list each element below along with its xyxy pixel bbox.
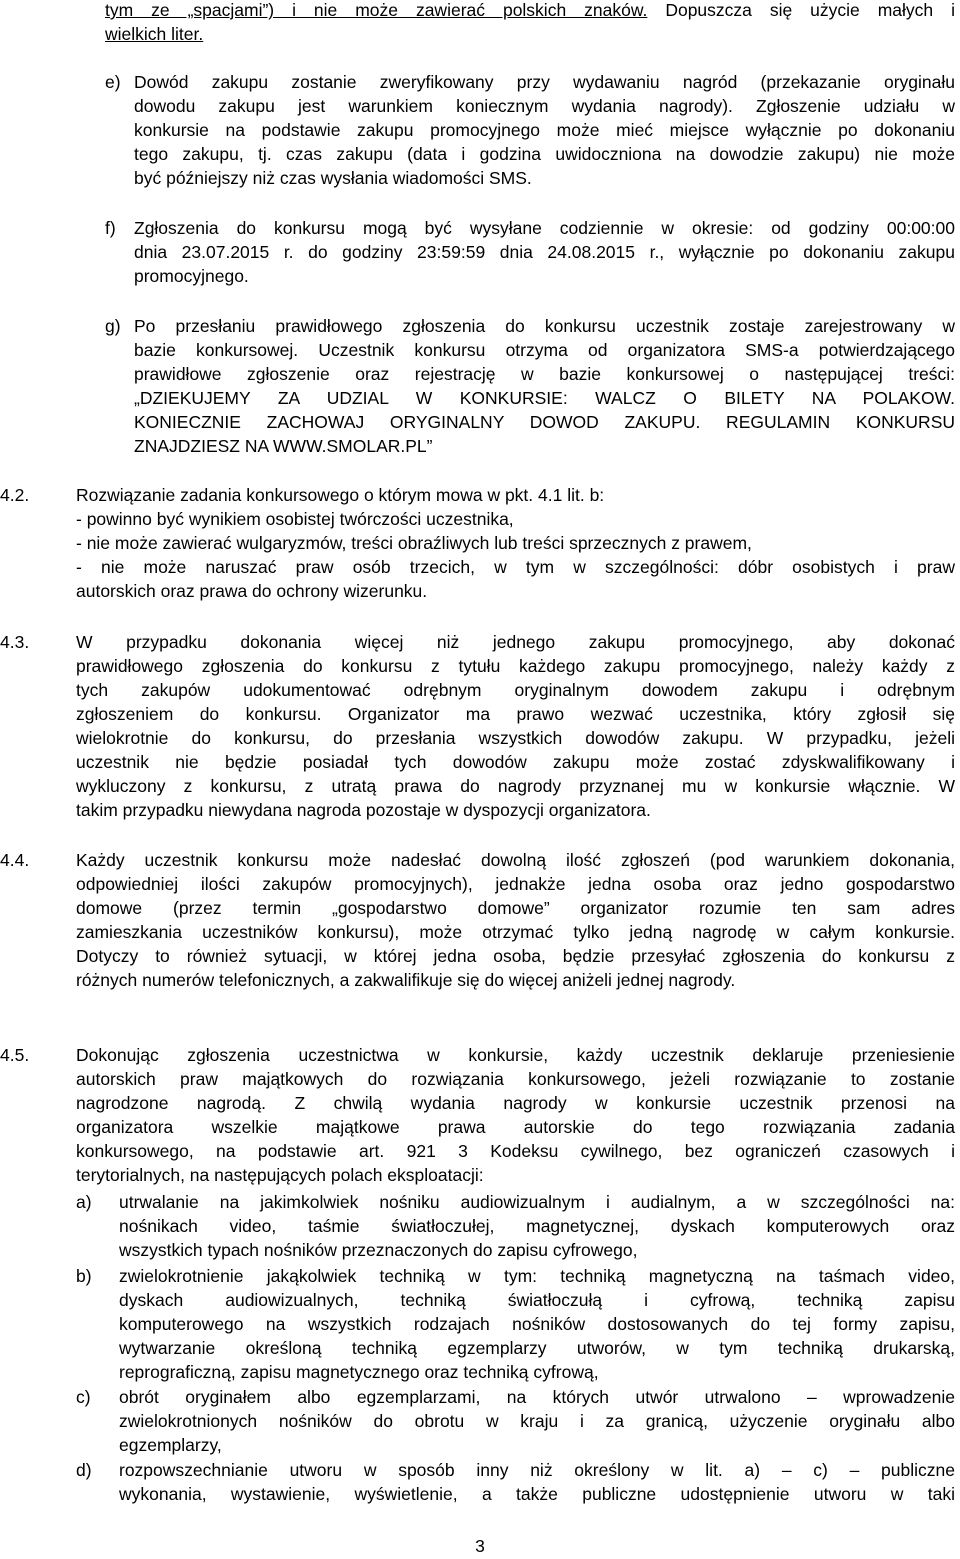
- section-line: prawidłowego zgłoszenia do konkursu z tytułu każdego zakupu promocyjnego, należy każdy z: [76, 656, 955, 676]
- field-line: wytwarzanie określoną techniką egzemplarzy utworów, w tym techniką drukarską,: [119, 1338, 955, 1358]
- field-line: dyskach audiowizualnych, techniką światłoczułą i cyfrową, techniką zapisu: [119, 1290, 955, 1310]
- section-line: W przypadku dokonania więcej niż jednego zakupu promocyjnego, aby dokonać: [76, 632, 955, 652]
- field-line: utrwalanie na jakimkolwiek nośniku audiowizualnym i audialnym, a w szczególności na:: [119, 1192, 955, 1212]
- item-line: dowodu zakupu jest warunkiem koniecznym wydania nagrody). Zgłoszenie udziału w: [134, 96, 955, 116]
- section-line: takim przypadku niewydana nagroda pozostaje w dyspozycji organizatora.: [76, 800, 651, 820]
- field-line: nośnikach video, taśmie światłoczułej, magnetycznej, dyskach komputerowych oraz: [119, 1216, 955, 1236]
- item-line: bazie konkursowej. Uczestnik konkursu otrzyma od organizatora SMS-a potwierdzającego: [134, 340, 955, 360]
- section-line: uczestnik nie będzie posiadał tych dowodów zakupu może zostać zdyskwalifikowany i: [76, 752, 955, 772]
- section-line: wykluczony z konkursu, z utratą prawa do nagrody przyznanej mu w konkursie włącznie. W: [76, 776, 955, 796]
- item-line: dnia 23.07.2015 r. do godziny 23:59:59 dnia 24.08.2015 r., wyłącznie po dokonaniu zakupu: [134, 242, 955, 262]
- intro-line: wielkich liter.: [105, 24, 204, 44]
- section-line: Dotyczy to również sytuacji, w której jedna osoba, będzie przesyłać zgłoszenia do konkursu z: [76, 946, 955, 966]
- section-line: odpowiedniej ilości zakupów promocyjnych), jednakże jedna osoba oraz jedno gospodarstwo: [76, 874, 955, 894]
- page-number: 3: [475, 1536, 485, 1556]
- section-line: - nie może naruszać praw osób trzecich, w tym w szczególności: dóbr osobistych i praw: [76, 557, 955, 577]
- item-line: Zgłoszenia do konkursu mogą być wysyłane codziennie w okresie: od godziny 00:00:00: [134, 218, 955, 238]
- field-line: wykonania, wystawienie, wyświetlenie, a także publiczne udostępnienie utworu w taki: [119, 1484, 955, 1504]
- item-line: promocyjnego.: [134, 266, 249, 286]
- field-line: egzemplarzy,: [119, 1435, 222, 1455]
- field-label: d): [76, 1460, 92, 1480]
- field-label: b): [76, 1266, 92, 1286]
- item-line: „DZIEKUJEMY ZA UDZIAL W KONKURSIE: WALCZ O BILETY NA POLAKOW.: [134, 388, 955, 408]
- field-line: reprograficzną, zapisu magnetycznego oraz techniką cyfrową,: [119, 1362, 599, 1382]
- section-line: - nie może zawierać wulgaryzmów, treści obraźliwych lub treści sprzecznych z prawem,: [76, 533, 752, 553]
- item-line: KONIECZNIE ZACHOWAJ ORYGINALNY DOWOD ZAKUPU. REGULAMIN KONKURSU: [134, 412, 955, 432]
- item-line: konkursie na podstawie zakupu promocyjnego może mieć miejsce wyłącznie po dokonaniu: [134, 120, 955, 140]
- section-line: domowe (przez termin „gospodarstwo domowe” organizator rozumie ten sam adres: [76, 898, 955, 918]
- section-line: terytorialnych, na następujących polach eksploatacji:: [76, 1165, 484, 1185]
- section-line: konkursowego, na podstawie art. 921 3 Kodeksu cywilnego, bez ograniczeń czasowych i: [76, 1141, 955, 1161]
- field-line: zwielokrotnienie jakąkolwiek techniką w tym: techniką magnetyczną na taśmach video,: [119, 1266, 955, 1286]
- item-line: Dowód zakupu zostanie zweryfikowany przy wydawaniu nagród (przekazanie oryginału: [134, 72, 955, 92]
- item-line: tego zakupu, tj. czas zakupu (data i godzina uwidoczniona na dowodzie zakupu) nie może: [134, 144, 955, 164]
- field-line: wszystkich typach nośników przeznaczonych do zapisu cyfrowego,: [119, 1240, 638, 1260]
- field-line: rozpowszechnianie utworu w sposób inny niż określony w lit. a) – c) – publiczne: [119, 1460, 955, 1480]
- item-line: Po przesłaniu prawidłowego zgłoszenia do konkursu uczestnik zostaje zarejestrowany w: [134, 316, 955, 336]
- section-line: nagrodzone nagrodą. Z chwilą wydania nagrody w konkursie uczestnik przenosi na: [76, 1093, 955, 1113]
- section-line: Rozwiązanie zadania konkursowego o którym mowa w pkt. 4.1 lit. b:: [76, 485, 605, 505]
- item-label: f): [105, 218, 116, 238]
- section-line: zamieszkania uczestników konkursu), może otrzymać tylko jedną nagrodę w całym konkursie.: [76, 922, 955, 942]
- field-label: a): [76, 1192, 92, 1212]
- section-line: organizatora wszelkie majątkowe prawa autorskie do tego rozwiązania zadania: [76, 1117, 955, 1137]
- section-line: Dokonując zgłoszenia uczestnictwa w konkursie, każdy uczestnik deklaruje przeniesienie: [76, 1045, 955, 1065]
- section-number: 4.3.: [0, 632, 30, 652]
- section-line: autorskich oraz prawa do ochrony wizerunku.: [76, 581, 428, 601]
- field-line: zwielokrotnionych nośników do obrotu w kraju i za granicą, użyczenie oryginału albo: [119, 1411, 955, 1431]
- section-line: autorskich praw majątkowych do rozwiązania konkursowego, jeżeli rozwiązanie to zostanie: [76, 1069, 955, 1089]
- section-line: - powinno być wynikiem osobistej twórczości uczestnika,: [76, 509, 514, 529]
- section-line: Każdy uczestnik konkursu może nadesłać dowolną ilość zgłoszeń (pod warunkiem dokonania,: [76, 850, 955, 870]
- item-line: ZNAJDZIESZ NA WWW.SMOLAR.PL”: [134, 436, 433, 456]
- section-line: wielokrotnie do konkursu, do przesłania wszystkich dowodów zakupu. W przypadku, jeżeli: [76, 728, 955, 748]
- section-line: zgłoszeniem do konkursu. Organizator ma prawo wezwać uczestnika, który zgłosił się: [76, 704, 955, 724]
- intro-rest-text: Dopuszcza się użycie małych i: [647, 0, 955, 20]
- section-number: 4.5.: [0, 1045, 30, 1065]
- intro-underlined-text: tym ze „spacjami”) i nie może zawierać polskich znaków.: [105, 0, 648, 20]
- item-label: e): [105, 72, 121, 92]
- field-label: c): [76, 1387, 91, 1407]
- section-line: tych zakupów udokumentować odrębnym oryginalnym dowodem zakupu i odrębnym: [76, 680, 955, 700]
- item-line: prawidłowe zgłoszenie oraz rejestrację w bazie konkursowej o następującej treści:: [134, 364, 955, 384]
- intro-line: [105, 0, 955, 22]
- field-line: obrót oryginałem albo egzemplarzami, na których utwór utrwalono – wprowadzenie: [119, 1387, 955, 1407]
- section-line: różnych numerów telefonicznych, a zakwalifikuje się do więcej aniżeli jednej nagrody.: [76, 970, 736, 990]
- section-number: 4.4.: [0, 850, 30, 870]
- field-line: komputerowego na wszystkich rodzajach nośników dostosowanych do tej formy zapisu,: [119, 1314, 955, 1334]
- item-line: być późniejszy niż czas wysłania wiadomości SMS.: [134, 168, 532, 188]
- item-label: g): [105, 316, 121, 336]
- section-number: 4.2.: [0, 485, 30, 505]
